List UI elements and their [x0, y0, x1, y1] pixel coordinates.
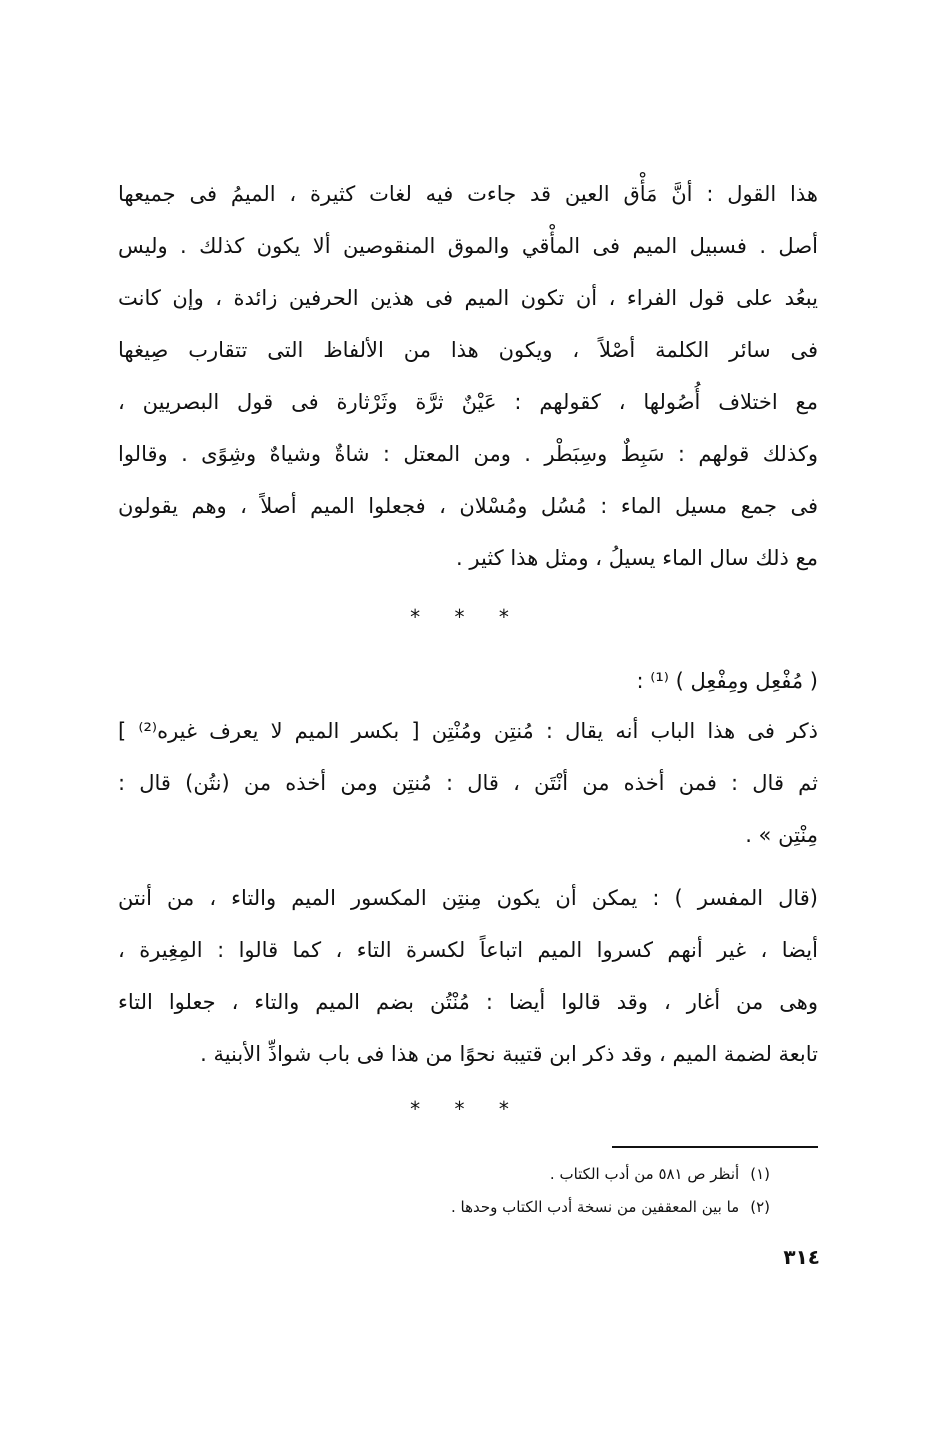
- text-line: (قال المفسر ) : يمكن أن يكون مِنتِن المكسور الميم والتاء ، من أنتن: [118, 886, 818, 910]
- heading-text: ( مُفْعِل ومِفْعِل ) ⁽¹⁾ :: [636, 669, 818, 693]
- footnote-text: ما بين المعقفين من نسخة أدب الكتاب وحدها .: [451, 1198, 740, 1216]
- footnote-divider: [612, 1146, 818, 1148]
- paragraph-2: [118, 705, 818, 861]
- text-line: مع ذلك سال الماء يسيلُ ، ومثل هذا كثير .: [456, 546, 818, 570]
- text-line: فى سائر الكلمة أصْلاً ، ويكون هذا من الألفاظ التى تتقارب صِيغها: [118, 338, 818, 362]
- footnote-text: أنظر ص ٥٨١ من أدب الكتاب .: [549, 1165, 740, 1183]
- paragraph-1: [118, 168, 818, 584]
- text-line: يبعُد على قول الفراء ، أن تكون الميم فى هذين الحرفين زائدة ، وإن كانت: [118, 286, 818, 310]
- text-line: هذا القول : أنَّ مَأْق العين قد جاءت فيه لغات كثيرة ، الميمُ فى جميعها: [118, 182, 818, 206]
- text-line: ذكر فى هذا الباب أنه يقال : مُنتِن ومُنْتِن [ بكسر الميم لا يعرف غيره⁽²⁾ ]: [118, 719, 818, 743]
- paragraph-3: [118, 872, 818, 1080]
- section-separator: * * *: [410, 605, 523, 629]
- text-line: فى جمع مسيل الماء : مُسُل ومُسْلان ، فجعلوا الميم أصلاً ، وهم يقولون: [118, 494, 818, 518]
- text-line: أصل . فسبيل الميم فى المأْقي والموق المنقوصين ألا يكون كذلك . وليس: [118, 234, 818, 258]
- text-line: مِنْتِن » .: [745, 823, 818, 847]
- text-line: وهى من أغار ، وقد قالوا أيضا : مُنْتُن بضم الميم والتاء ، جعلوا التاء: [118, 990, 818, 1014]
- text-line: تابعة لضمة الميم ، وقد ذكر ابن قتيبة نحوًا من هذا فى باب شواذِّ الأبنية .: [200, 1042, 818, 1066]
- text-line: وكذلك قولهم : سَبِطٌ وسِبَطْر . ومن المعتل : شاةٌ وشياهٌ وشِوًى . وقالوا: [118, 442, 818, 466]
- footnote-number: (٢): [750, 1198, 770, 1216]
- footnotes: [300, 1158, 770, 1224]
- page-number: ٣١٤: [783, 1245, 820, 1269]
- footnote-1: [300, 1158, 770, 1191]
- text-line: مع اختلاف أُصُولها ، كقولهم : عَيْنٌ ثرَّة وثَرْثارة فى قول البصريين ،: [118, 390, 818, 414]
- section-separator: * * *: [410, 1097, 523, 1121]
- section-heading: [118, 655, 818, 707]
- text-line: ثم قال : فمن أخذه من أنْتَن ، قال : مُنتِن ومن أخذه من (نتُن) قال :: [118, 771, 818, 795]
- text-line: أيضا ، غير أنهم كسروا الميم اتباعاً لكسرة التاء ، كما قالوا : المِغِيرة ،: [118, 938, 818, 962]
- footnote-number: (١): [750, 1165, 770, 1183]
- footnote-2: [300, 1191, 770, 1224]
